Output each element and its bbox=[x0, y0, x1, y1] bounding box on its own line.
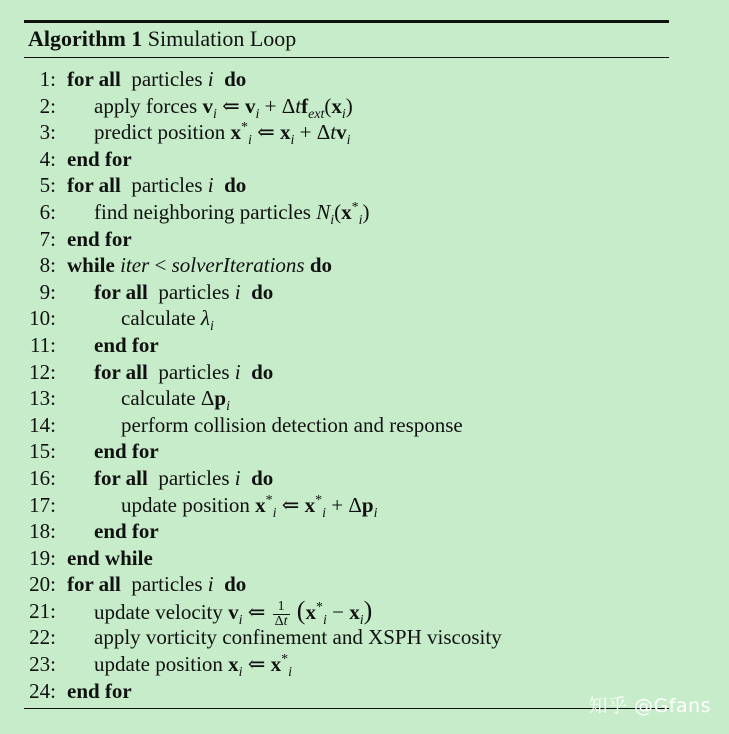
line-number: 11: bbox=[29, 332, 56, 357]
line-8: 8: while iter < solverIterations do bbox=[24, 252, 669, 279]
line-number: 14: bbox=[29, 412, 56, 437]
line-number: 23: bbox=[29, 652, 56, 677]
line-15: 15: end for bbox=[24, 438, 669, 465]
algorithm-box bbox=[24, 20, 669, 709]
algorithm-lines bbox=[24, 58, 669, 708]
line-23: 23: update position $x_i$ ⇐ $x^*_i$ bbox=[24, 651, 669, 678]
line-13: 13: calculate $\Delta p_i$ bbox=[24, 385, 669, 412]
line-1: 1: for all particles i do bbox=[24, 66, 669, 93]
line-number: 13: bbox=[29, 386, 56, 411]
line-14: 14: perform collision detection and response bbox=[24, 412, 669, 439]
line-24: 24: end for bbox=[24, 678, 669, 705]
line-21: 21: update velocity $v_i$ ⇐ $\frac{1}{\Delta t}$ $(x^*_i - x_i)$ bbox=[24, 598, 669, 625]
line-4: 4: end for bbox=[24, 146, 669, 173]
line-number: 22: bbox=[29, 625, 56, 650]
line-3: 3: predict position $x^*_i$ ⇐ $x_i + \Delta tv_i$ bbox=[24, 119, 669, 146]
fraction-one-over-delta-t: $\frac{1}{\Delta t}$ bbox=[274, 598, 288, 629]
line-17: 17: update position $x^*_i$ ⇐ $x^*_i + \Delta p_i$ bbox=[24, 492, 669, 519]
line-number: 16: bbox=[29, 465, 56, 490]
line-16: 16: for all particles i do bbox=[24, 465, 669, 492]
line-20: 20: for all particles i do bbox=[24, 571, 669, 598]
line-number: 2: bbox=[39, 93, 56, 118]
line-number: 7: bbox=[39, 226, 56, 251]
line-number: 3: bbox=[39, 120, 56, 145]
algorithm-caption bbox=[24, 23, 669, 57]
line-12: 12: for all particles i do bbox=[24, 359, 669, 386]
line-number: 18: bbox=[29, 519, 56, 544]
line-number: 6: bbox=[39, 199, 56, 224]
line-number: 21: bbox=[29, 598, 56, 623]
line-number: 9: bbox=[39, 279, 56, 304]
line-number: 8: bbox=[39, 253, 56, 278]
line-number: 10: bbox=[29, 306, 56, 331]
line-7: 7: end for bbox=[24, 226, 669, 253]
line-9: 9: for all particles i do bbox=[24, 279, 669, 306]
algorithm-label: Algorithm 1 bbox=[28, 26, 143, 51]
line-number: 12: bbox=[29, 359, 56, 384]
algorithm-title: Simulation Loop bbox=[147, 26, 297, 51]
line-number: 4: bbox=[39, 146, 56, 171]
line-number: 24: bbox=[29, 678, 56, 703]
line-18: 18: end for bbox=[24, 518, 669, 545]
watermark: 知乎 @Gfans bbox=[588, 695, 711, 717]
line-11: 11: end for bbox=[24, 332, 669, 359]
line-number: 17: bbox=[29, 492, 56, 517]
line-10: 10: calculate $\lambda_i$ bbox=[24, 305, 669, 332]
line-19: 19: end while bbox=[24, 545, 669, 572]
line-number: 15: bbox=[29, 439, 56, 464]
line-number: 5: bbox=[39, 173, 56, 198]
line-number: 20: bbox=[29, 572, 56, 597]
line-number: 19: bbox=[29, 545, 56, 570]
line-22: 22: apply vorticity confinement and XSPH viscosity bbox=[24, 624, 669, 651]
bottom-rule bbox=[24, 708, 669, 709]
line-5: 5: for all particles i do bbox=[24, 172, 669, 199]
line-2: 2: apply forces $v_i$ ⇐ $v_i + \Delta tf_{ext}(x_i)$ bbox=[24, 93, 669, 120]
line-number: 1: bbox=[39, 67, 56, 91]
line-6: 6: find neighboring particles $N_i(x^*_i)$ bbox=[24, 199, 669, 226]
